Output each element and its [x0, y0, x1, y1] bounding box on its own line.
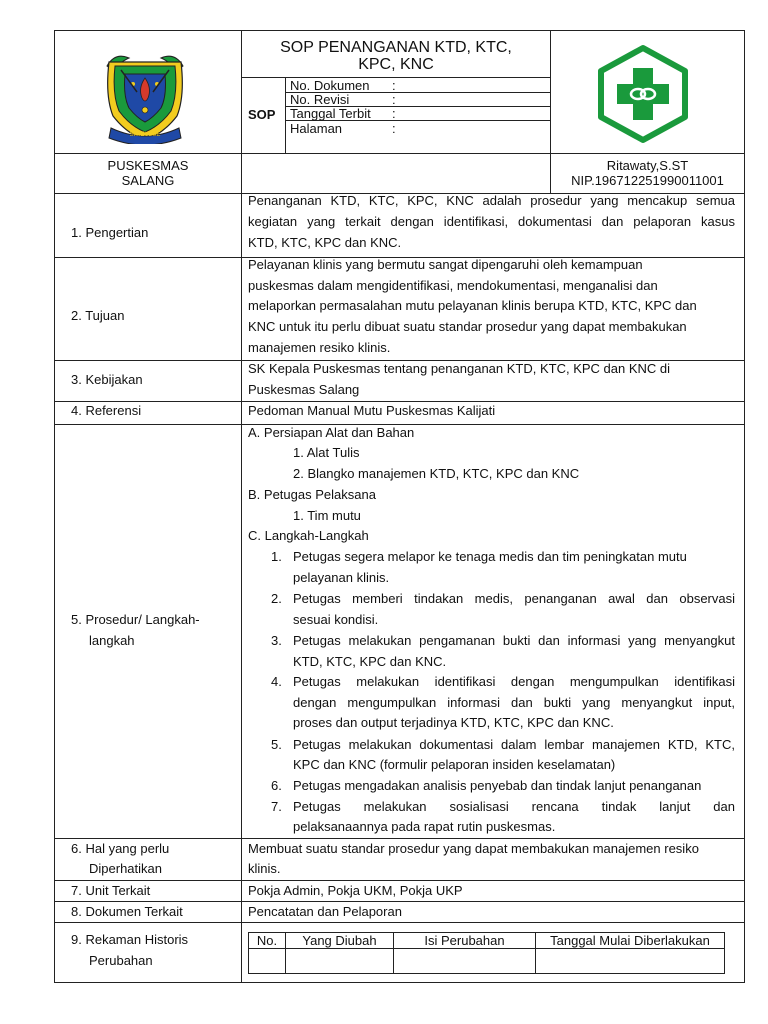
revision-table-right [724, 932, 725, 974]
meta-colon-no-revisi: : [392, 92, 396, 107]
step-number: 5. [271, 737, 282, 752]
section-label-unit-terkait: 7. Unit Terkait [71, 883, 151, 898]
row-rule-7 [54, 901, 745, 902]
section-label-kebijakan: 3. Kebijakan [71, 372, 143, 387]
step-line: Petugas memberi tindakan medis, penanganan awal dan observasi [293, 591, 735, 606]
signatory-name: Ritawaty,S.ST [606, 158, 689, 173]
step-number: 1. [271, 549, 282, 564]
section-label-dokumen-terkait: 8. Dokumen Terkait [71, 904, 183, 919]
step-line: KTD, KTC, KPC dan KNC. [293, 654, 447, 669]
prosedur-heading-c: C. Langkah-Langkah [248, 528, 369, 543]
row-rule-6 [54, 880, 745, 881]
pengertian-line: Penanganan KTD, KTC, KPC, KNC adalah prosedur yang mencakup semua [248, 193, 735, 208]
kebijakan-line: Puskesmas Salang [248, 382, 360, 397]
section-label-hal-diperhatikan-cont: Diperhatikan [89, 861, 162, 876]
unit-terkait-line: Pokja Admin, Pokja UKM, Pokja UKP [248, 883, 463, 898]
title-bottom-rule [241, 77, 551, 78]
section-label-hal-diperhatikan: 6. Hal yang perlu [71, 841, 170, 856]
section-label-prosedur: 5. Prosedur/ Langkah- [71, 612, 200, 627]
revision-table-bottom [248, 973, 725, 974]
revision-header-isi-perubahan: Isi Perubahan [424, 933, 505, 948]
row-rule-8 [54, 922, 745, 923]
tujuan-line: Pelayanan klinis yang bermutu sangat dipengaruhi oleh kemampuan [248, 257, 643, 272]
meta-colon-no-dokumen: : [392, 78, 396, 93]
puskesmas-green-cross-logo [596, 44, 690, 144]
hal-diperhatikan-line: klinis. [248, 861, 281, 876]
crest-ribbon-text: SIMEULUE [129, 132, 161, 138]
prosedur-heading-b: B. Petugas Pelaksana [248, 487, 376, 502]
document-title-line2: KPC, KNC [358, 56, 434, 73]
step-line: proses dan output terjadinya KTD, KTC, KPC dan KNC. [293, 715, 614, 730]
regional-crest-logo [85, 48, 205, 144]
prosedur-b-item: 1. Tim mutu [293, 508, 361, 523]
meta-colon-halaman: : [392, 121, 396, 136]
step-line: sesuai kondisi. [293, 612, 379, 627]
section-label-tujuan: 2. Tujuan [71, 308, 125, 323]
revision-header-tanggal: Tanggal Mulai Diberlakukan [550, 933, 710, 948]
body-column-divider [241, 193, 242, 983]
step-line: Petugas segera melapor ke tenaga medis dan tim peningkatan mutu [293, 549, 687, 564]
step-line: pelaksanaannya pada rapat rutin puskesmas. [293, 819, 556, 834]
meta-label-halaman: Halaman [290, 121, 343, 136]
row-rule-5 [54, 838, 745, 839]
sop-meta-divider [285, 77, 286, 153]
step-line: Petugas melakukan dokumentasi dalam lembar manajemen KTD, KTC, [293, 737, 735, 752]
tujuan-line: melaporkan permasalahan mutu pelayanan klinis berupa KTD, KTC, KPC dan [248, 298, 697, 313]
step-number: 6. [271, 778, 282, 793]
frame-top [54, 30, 745, 31]
section-label-pengertian: 1. Pengertian [71, 225, 149, 240]
meta-colon-tanggal-terbit: : [392, 106, 396, 121]
document-title-line1: SOP PENANGANAN KTD, KTC, [280, 39, 512, 56]
step-line: dengan mengumpulkan informasi dan bukti yang menyangkut input, [293, 695, 735, 710]
step-line: KPC dan KNC (formulir pelaporan insiden keselamatan) [293, 757, 616, 772]
header-rule [54, 153, 745, 154]
tujuan-line: KNC untuk itu perlu dibuat suatu standar prosedur yang dapat membakukan [248, 319, 687, 334]
step-number: 7. [271, 799, 282, 814]
org-name-line1: PUSKESMAS [107, 158, 189, 173]
referensi-line: Pedoman Manual Mutu Puskesmas Kalijati [248, 403, 496, 418]
section-label-rekaman-historis-cont: Perubahan [89, 953, 153, 968]
tujuan-line: manajemen resiko klinis. [248, 340, 391, 355]
meta-label-no-dokumen: No. Dokumen [290, 78, 370, 93]
step-line: Petugas melakukan pengamanan bukti dan informasi yang menyangkut [293, 633, 735, 648]
dokumen-terkait-line: Pencatatan dan Pelaporan [248, 904, 402, 919]
section-label-prosedur-cont: langkah [89, 633, 135, 648]
sop-label: SOP [248, 107, 276, 122]
meta-label-no-revisi: No. Revisi [290, 92, 350, 107]
step-line: pelayanan klinis. [293, 570, 390, 585]
step-number: 2. [271, 591, 282, 606]
section-label-rekaman-historis: 9. Rekaman Historis [71, 932, 189, 947]
row-rule-3 [54, 401, 745, 402]
prosedur-a-item: 1. Alat Tulis [293, 445, 360, 460]
org-name-line2: SALANG [121, 173, 175, 188]
frame-right [744, 30, 745, 983]
kebijakan-line: SK Kepala Puskesmas tentang penanganan KTD, KTC, KPC dan KNC di [248, 361, 671, 376]
prosedur-a-item: 2. Blangko manajemen KTD, KTC, KPC dan KNC [293, 466, 580, 481]
pengertian-line: KTD, KTC, KPC dan KNC. [248, 235, 402, 250]
hal-diperhatikan-line: Membuat suatu standar prosedur yang dapat membakukan manajemen resiko [248, 841, 699, 856]
meta-label-tanggal-terbit: Tanggal Terbit [290, 106, 371, 121]
signatory-nip: NIP.196712251990011001 [571, 173, 724, 188]
pengertian-line: kegiatan yang terkait dengan identifikasi, dokumentasi dan pelaporan kasus [248, 214, 735, 229]
tujuan-line: puskesmas dalam mengidentifikasi, mendokumentasi, menganalisi dan [248, 278, 658, 293]
step-line: Petugas mengadakan analisis penyebab dan tindak lanjut penanganan [293, 778, 702, 793]
step-number: 4. [271, 674, 282, 689]
step-line: Petugas melakukan sosialisasi rencana tindak lanjut dan [293, 799, 735, 814]
frame-bottom [54, 982, 745, 983]
revision-header-yang-diubah: Yang Diubah [302, 933, 377, 948]
prosedur-heading-a: A. Persiapan Alat dan Bahan [248, 425, 415, 440]
revision-header-no: No. [256, 933, 278, 948]
step-line: Petugas melakukan identifikasi dengan mengumpulkan identifikasi [293, 674, 735, 689]
step-number: 3. [271, 633, 282, 648]
section-label-referensi: 4. Referensi [71, 403, 142, 418]
